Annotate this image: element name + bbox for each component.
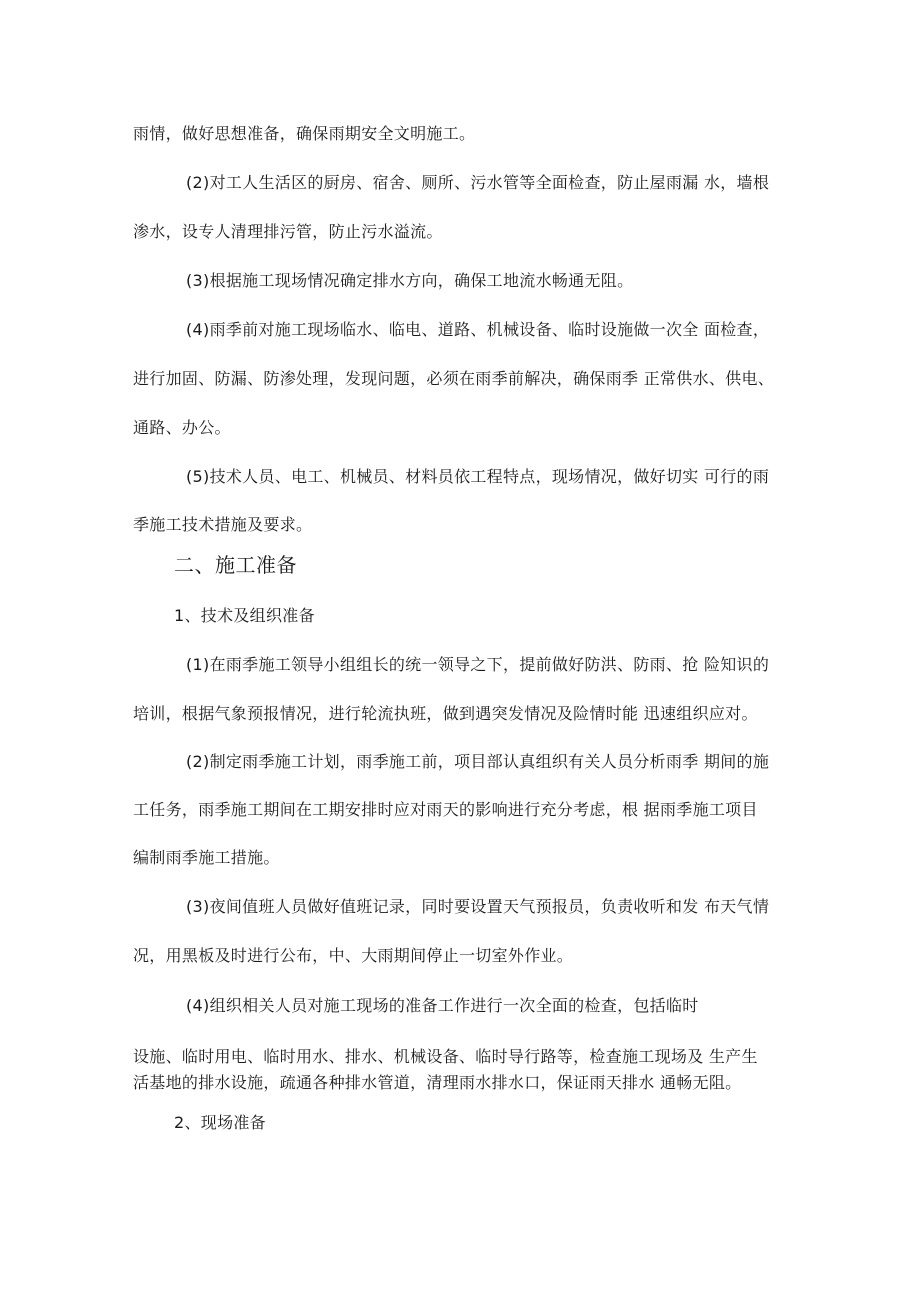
text-line: 渗水，设专人清理排污管，防止污水溢流。 — [133, 222, 443, 241]
text-line: (3)根据施工现场情况确定排水方向，确保工地流水畅通无阻。 — [186, 271, 634, 290]
text-line: 培训，根据气象预报情况，进行轮流执班，做到遇突发情况及险情时能 迅速组织应对。 — [133, 704, 758, 723]
text-line: (1)在雨季施工领导小组组长的统一领导之下，提前做好防洪、防雨、抢 险知识的 — [186, 655, 770, 674]
text-line: 通路、办公。 — [133, 418, 231, 437]
text-line: 工任务，雨季施工期间在工期安排时应对雨天的影响进行充分考虑，根 据雨季施工项目 — [133, 800, 758, 819]
text-line: (3)夜间值班人员做好值班记录，同时要设置天气预报员，负责收听和发 布天气情 — [186, 897, 770, 916]
text-line: (2)制定雨季施工计划，雨季施工前，项目部认真组织有关人员分析雨季 期间的施 — [186, 752, 770, 771]
text-line: 设施、临时用电、临时用水、排水、机械设备、临时导行路等，检查施工现场及 生产生 — [133, 1047, 758, 1066]
subsection-heading: 1、技术及组织准备 — [174, 606, 315, 625]
text-line: 雨情，做好思想准备，确保雨期安全文明施工。 — [133, 124, 476, 143]
text-line: 季施工技术措施及要求。 — [133, 515, 313, 534]
subsection-heading: 2、现场准备 — [174, 1113, 266, 1132]
text-line: 况，用黑板及时进行公布，中、大雨期间停止一切室外作业。 — [133, 946, 574, 965]
text-line: 进行加固、防漏、防渗处理，发现问题，必须在雨季前解决，确保雨季 正常供水、供电、 — [133, 369, 775, 388]
text-line: (2)对工人生活区的厨房、宿舍、厕所、污水管等全面检查，防止屋雨漏 水，墙根 — [186, 173, 770, 192]
text-line: 活基地的排水设施，疏通各种排水管道，清理雨水排水口，保证雨天排水 通畅无阻。 — [133, 1073, 742, 1092]
text-line: (5)技术人员、电工、机械员、材料员依工程特点，现场情况，做好切实 可行的雨 — [186, 467, 770, 486]
text-line: (4)雨季前对施工现场临水、临电、道路、机械设备、临时设施做一次全 面检查， — [186, 320, 770, 339]
text-line: 编制雨季施工措施。 — [133, 848, 280, 867]
section-heading: 二、施工准备 — [174, 553, 297, 577]
text-line: (4)组织相关人员对施工现场的准备工作进行一次全面的检查，包括临时 — [186, 996, 699, 1015]
